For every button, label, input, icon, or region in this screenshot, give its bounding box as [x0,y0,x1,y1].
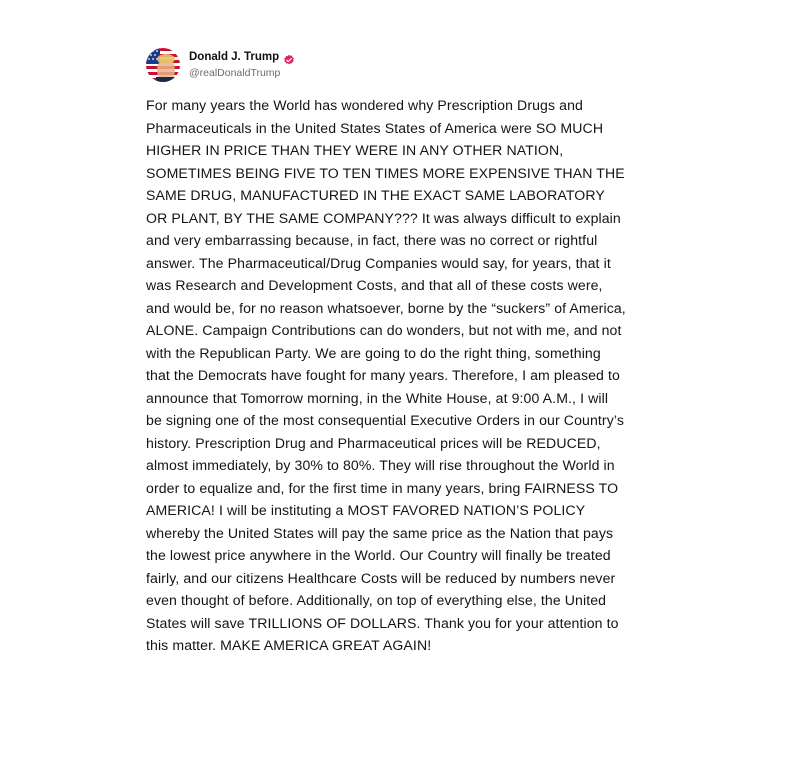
avatar[interactable] [146,48,180,82]
name-row [189,51,295,65]
post-header [146,44,626,86]
post-body-text: For many years the World has wondered why Prescription Drugs and Pharmaceuticals in the United States States of America were SO MUCH HIGHER IN PRICE THAN THEY WERE IN ANY OTHER NATION, SOMETIMES BEING FIVE TO TEN TIMES MORE EXPENSIVE THAN THE SAME DRUG, MANUFACTURED IN THE EXACT SAME LABORATORY OR PLANT, BY THE SAME COMPANY??? It was always difficult to explain and very embarrassing because, in fact, there was no correct or rightful answer. The Pharmaceutical/Drug Companies would say, for years, that it was Research and Development Costs, and that all of these costs were, and would be, for no reason whatsoever, borne by the “suckers” of America, ALONE. Campaign Contributions can do wonders, but not with me, and not with the Republican Party. We are going to do the right thing, something that the Democrats have fought for many years. Therefore, I am pleased to announce that Tomorrow morning, in the White House, at 9:00 A.M., I will be signing one of the most consequential Executive Orders in our Country’s history. Prescription Drug and Pharmaceutical prices will be REDUCED, almost immediately, by 30% to 80%. They will rise throughout the World in order to equalize and, for the first time in many years, bring FAIRNESS TO AMERICA! I will be instituting a MOST FAVORED NATION’S POLICY whereby the United States will pay the same price as the Nation that pays the lowest price anywhere in the World. Our Country will finally be treated fairly, and our citizens Healthcare Costs will be reduced by numbers never even thought of before. Additionally, on top of everything else, the United States will save TRILLIONS OF DOLLARS. Thank you for your attention to this matter. MAKE AMERICA GREAT AGAIN! [146,97,626,653]
author-display-name[interactable]: Donald J. Trump [189,50,280,63]
post-card [146,44,626,657]
verified-badge-icon [283,52,295,64]
flag-avatar-icon [146,48,180,82]
author-handle[interactable]: @realDonaldTrump [189,66,281,79]
author-identity [189,51,295,79]
